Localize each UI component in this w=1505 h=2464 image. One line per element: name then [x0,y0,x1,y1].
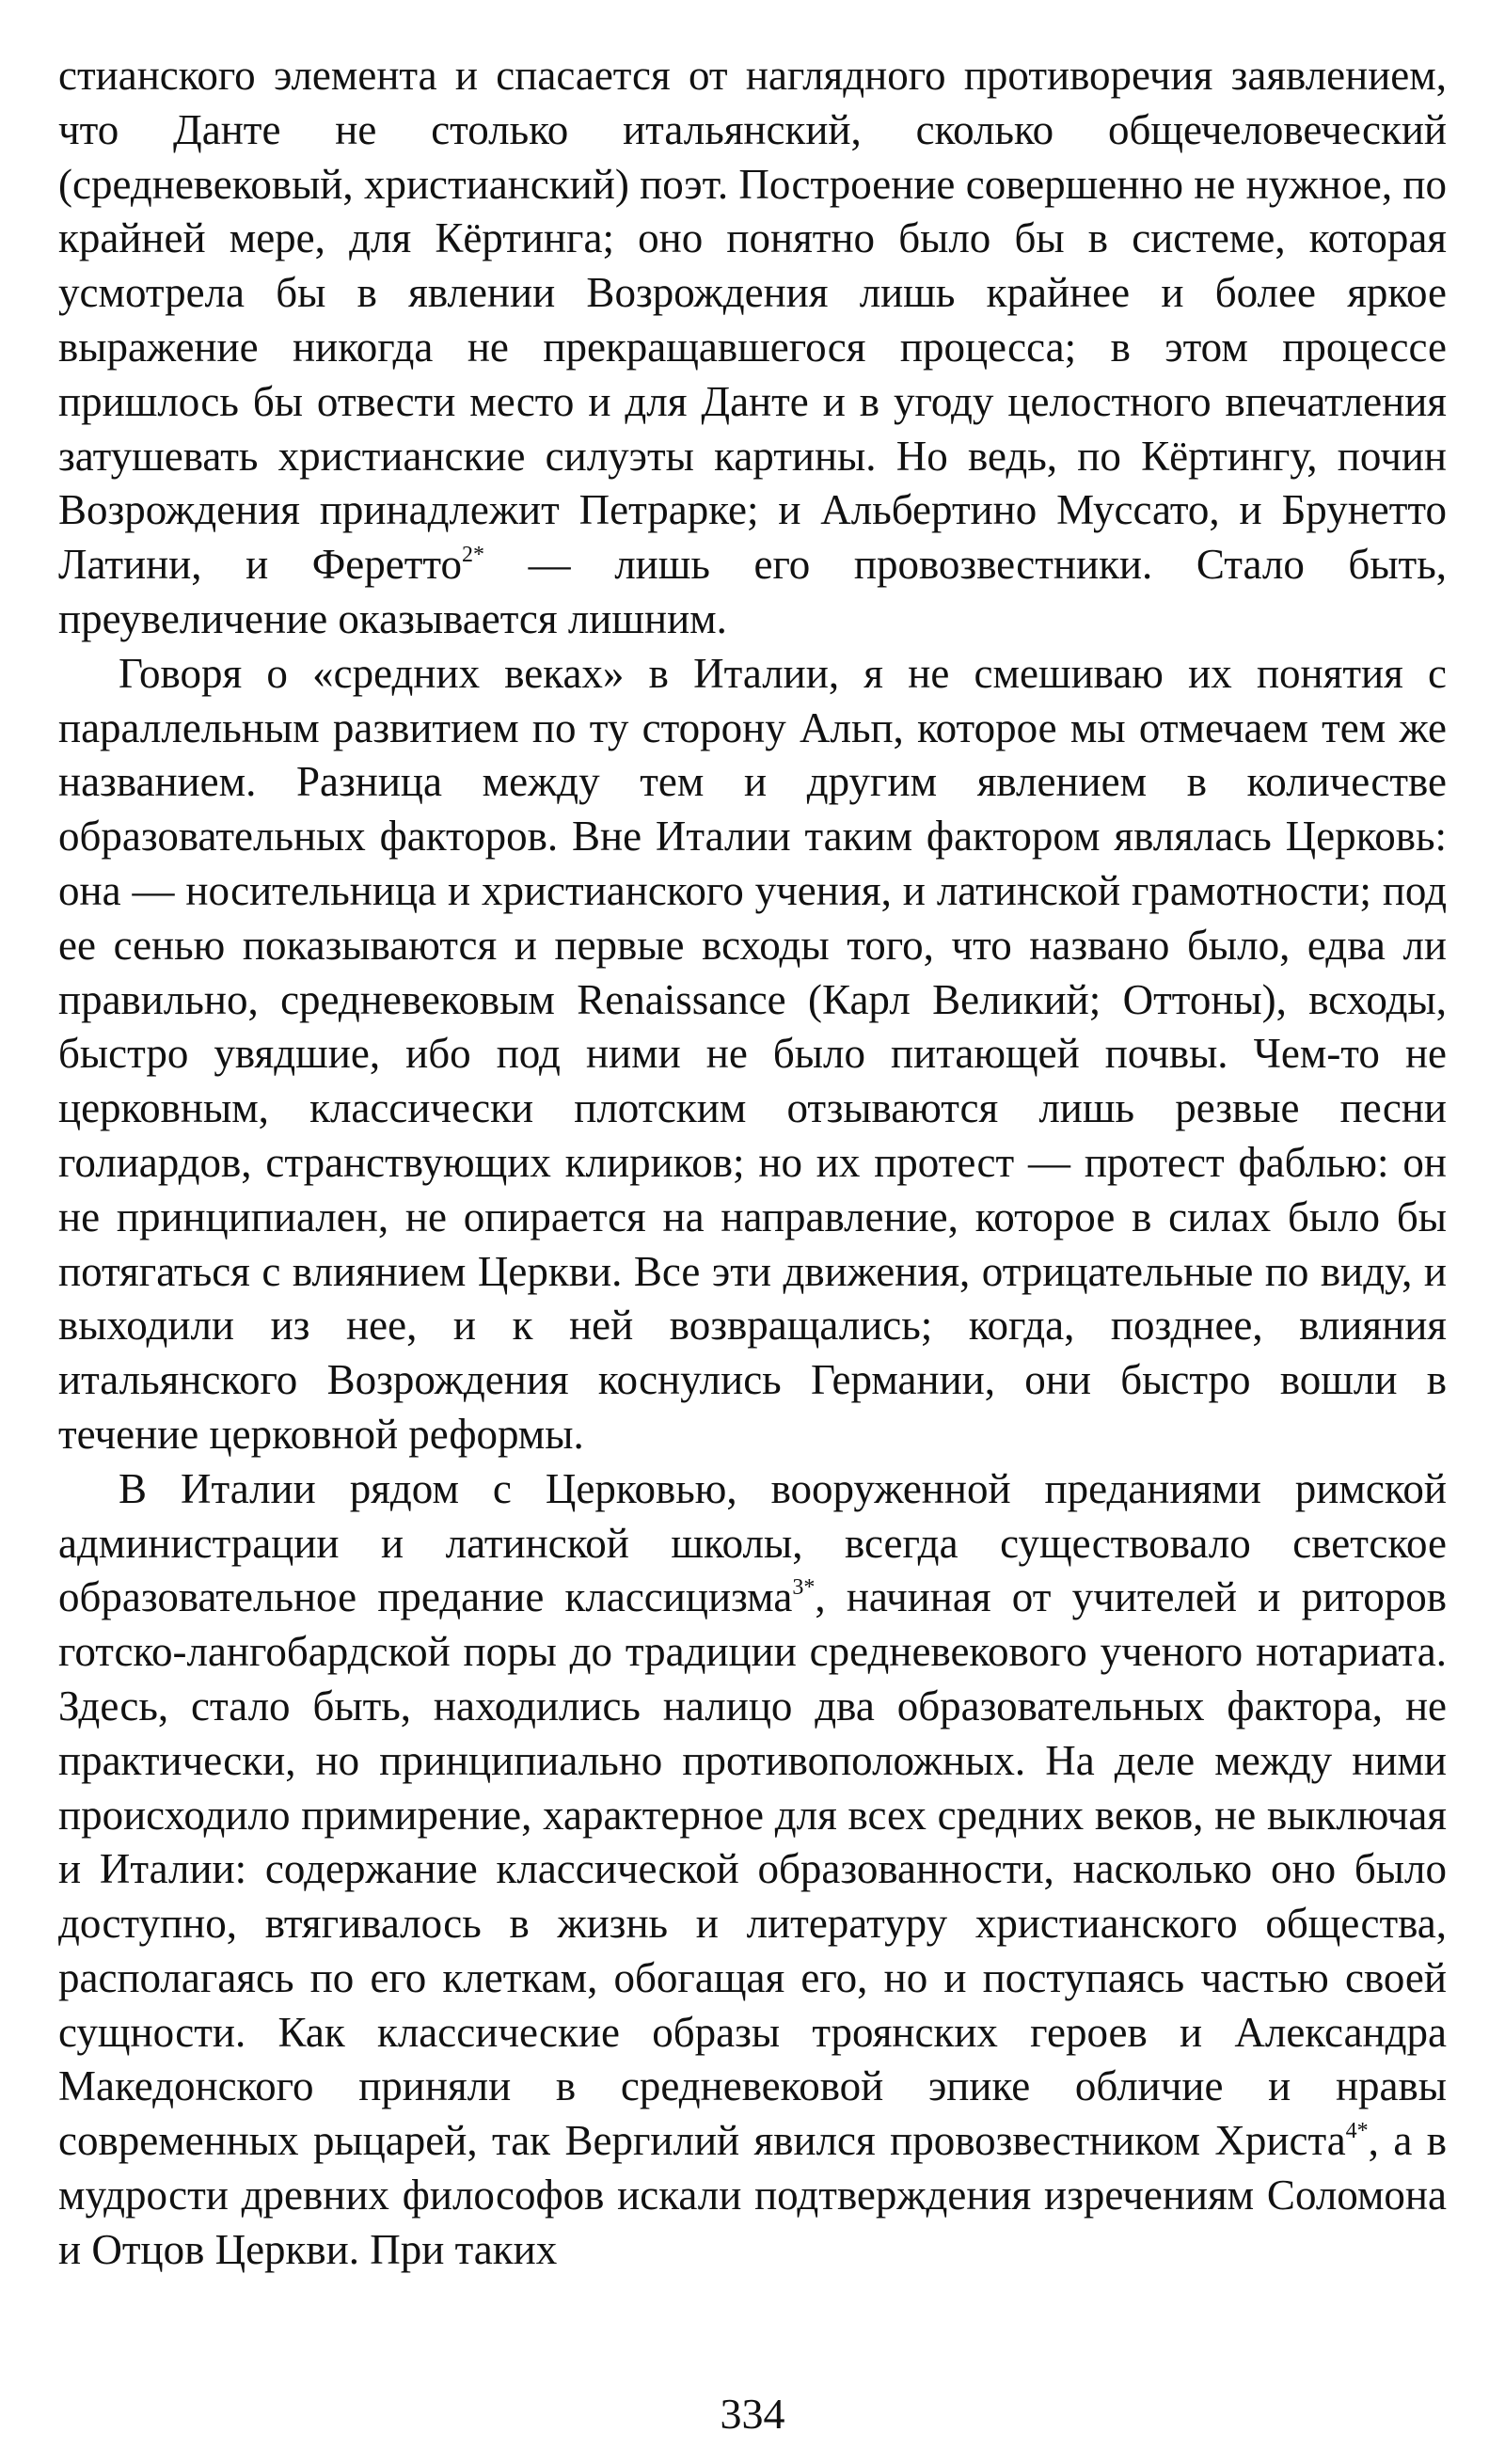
text-column [58,49,1447,2278]
text-segment: стианского элемента и спасается от наглядного противоречия заявлением, что Данте не столько итальянский, сколько общечеловеческий (средневековый, христианский) поэт. Построение совершенно не нужное, по крайней мере, для Кёртинга; оно понятно было бы в системе, которая усмотрела бы в явлении Возрождения лишь крайнее и более яркое выражение никогда не прекращавшегося процесса; в этом процессе пришлось бы отвести место и для Данте и в угоду целостного впечатления затушевать христианские силуэты картины. Но ведь, по Кёртингу, почин Возрождения принадлежит Петрарке; и Альбертино Муссато, и Брунетто Латини, и Феретто [58,52,1447,589]
text-segment: Говоря о «средних веках» в Италии, я не смешиваю их понятия с параллельным развитием по ту сторону Альп, которое мы отмечаем тем же названием. Разница между тем и другим явлением в количестве образовательных факторов. Вне Италии таким фактором являлась Церковь: она — носительница и христианского учения, и латинской грамотности; под ее сенью показываются и первые всходы того, что названо было, едва ли правильно, средневековым Renaissance (Карл Великий; Оттоны), всходы, быстро увядшие, ибо под ними не было питающей почвы. Чем-то не церковным, классически плотским отзываются лишь резвые песни голиардов, странствующих клириков; но их протест — протест фаблью: он не принципиален, не опирается на направление, которое в силах было бы потягаться с влиянием Церкви. Все эти движения, отрицательные по виду, и выходили из нее, и к ней возвращались; когда, позднее, влияния итальянского Возрождения коснулись Германии, они быстро вошли в течение церковной реформы. [58,649,1447,1458]
text-segment: , а в мудрости древних философов искали подтверждения изречениям Соломона и Отцов Церкви. При таких [58,2117,1447,2273]
text-segment: , начиная от учителей и риторов готско-лангобардской поры до традиции средневекового ученого нотариата. Здесь, стало быть, находились налицо два образовательных фактора, не практически, но принципиально противоположных. На деле между ними происходило примирение, характерное для всех средних веков, не выключая и Италии: содержание классической образованности, насколько оно было доступно, втягивалось в жизнь и литературу христианского общества, располагаясь по его клеткам, обогащая его, но и поступаясь частью своей сущности. Как классические образы троянских героев и Александра Македонского приняли в средневековой эпике обличие и нравы современных рыцарей, так Вергилий явился провозвестником Христа [58,1573,1447,2165]
footnote-marker: 2* [462,543,484,568]
text-segment: В Италии рядом с Церковью, вооруженной преданиями римской администрации и латинской школы, всегда существовало светское образовательное предание классицизма [58,1464,1447,1621]
paragraph [58,49,1447,647]
paragraph [58,647,1447,1462]
page-number: 334 [720,2390,785,2438]
paragraph [58,1462,1447,2278]
page-body [58,49,1447,2381]
text-segment: — лишь его провозвестники. Стало быть, преувеличение оказывается лишним. [58,541,1447,642]
footnote-marker: 3* [792,1575,816,1601]
footnote-marker: 4* [1345,2119,1369,2144]
